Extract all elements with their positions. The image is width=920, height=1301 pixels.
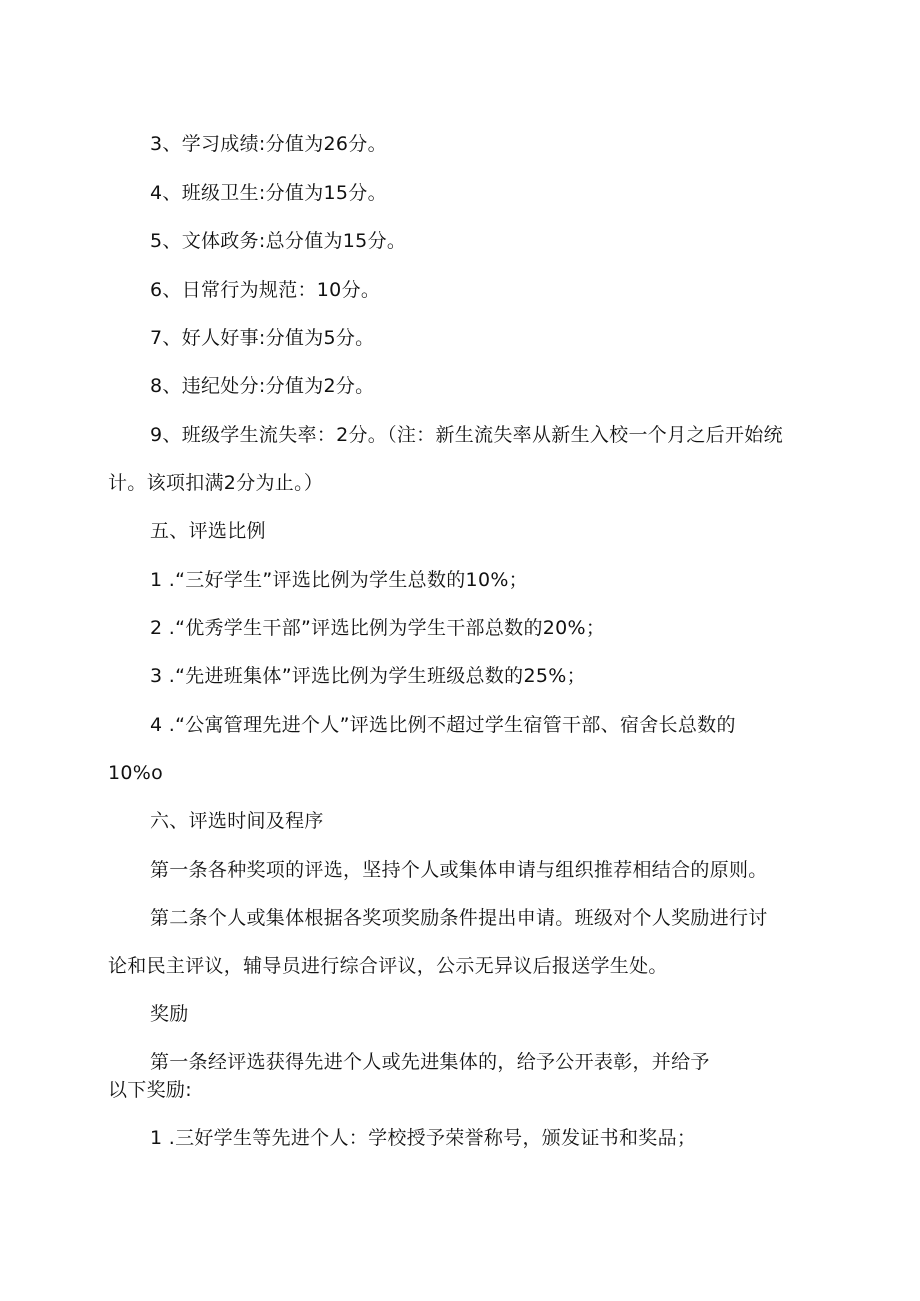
section6-heading: 六、评选时间及程序 [150,810,324,832]
ratio-item-3: 3 .“先进班集体”评选比例为学生班级总数的25%； [150,665,586,687]
score-item-4: 4、班级卫生:分值为15分。 [150,182,387,204]
score-item-8: 8、违纪处分:分值为2分。 [150,375,375,397]
section6-article1: 第一条各种奖项的评选，坚持个人或集体申请与组织推荐相结合的原则。 [150,859,768,881]
awards-article1-line1: 第一条经评选获得先进个人或先进集体的，给予公开表彰，并给予 [150,1051,710,1073]
awards-item1: 1 .三好学生等先进个人：学校授予荣誉称号，颁发证书和奖品； [150,1127,697,1149]
score-item-9-line1: 9、班级学生流失率：2分。（注：新生流失率从新生入校一个月之后开始统 [150,424,783,446]
score-item-3: 3、学习成绩:分值为26分。 [150,133,387,155]
section5-heading: 五、评选比例 [150,520,266,542]
score-item-5: 5、文体政务:总分值为15分。 [150,230,407,252]
section6-article2-line2: 论和民主评议，辅导员进行综合评议，公示无异议后报送学生处。 [108,955,668,977]
awards-heading: 奖励 [150,1003,189,1025]
awards-article1-line2: 以下奖励: [108,1079,192,1101]
ratio-item-4-line1: 4 .“公寓管理先进个人”评选比例不超过学生宿管干部、宿舍长总数的 [150,714,736,736]
score-item-9-line2: 计。该项扣满2分为止。） [108,472,324,494]
score-item-7: 7、好人好事:分值为5分。 [150,327,375,349]
ratio-item-2: 2 .“优秀学生干部”评选比例为学生干部总数的20%； [150,617,606,639]
section6-article2-line1: 第二条个人或集体根据各奖项奖励条件提出申请。班级对个人奖励进行讨 [150,907,768,929]
ratio-item-1: 1 .“三好学生”评选比例为学生总数的10%； [150,569,528,591]
ratio-item-4-line2: 10%o [108,762,164,784]
score-item-6: 6、日常行为规范：10分。 [150,279,381,301]
